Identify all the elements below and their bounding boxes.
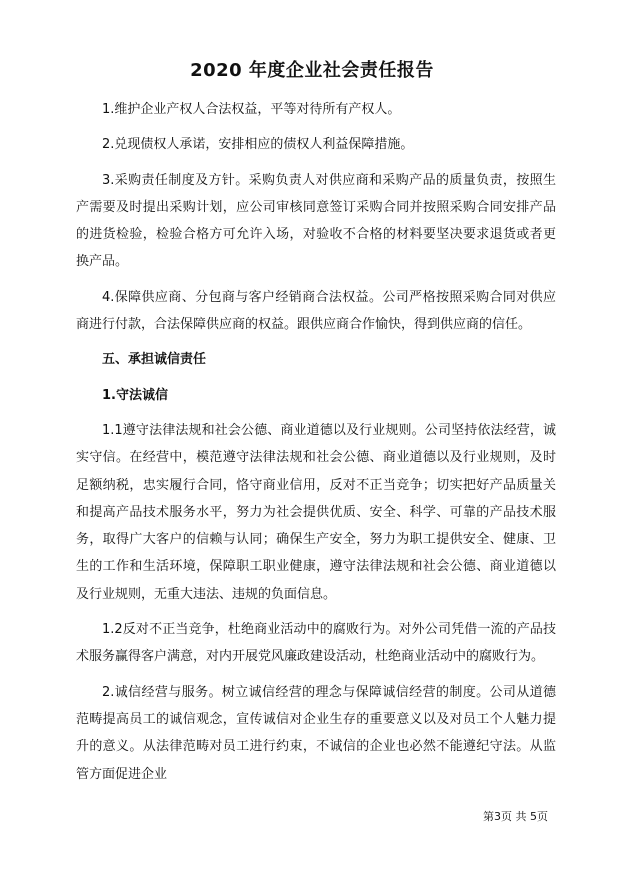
paragraph-6: 1.2反对不正当竞争，杜绝商业活动中的腐败行为。对外公司凭借一流的产品技术服务赢得客户满意，对内开展党风廉政建设活动，杜绝商业活动中的腐败行为。: [76, 622, 556, 665]
paragraph-7: 2.诚信经营与服务。树立诚信经营的理念与保障诚信经营的制度。公司从道德范畴提高员工的诚信观念，宣传诚信对企业生存的重要意义以及对员工个人魅力提升的意义。从法律范畴对员工进行约束，不诚信的企业也必然不能遵纪守法。从监管方面促进企业: [76, 684, 556, 782]
page-number: 第3页 共 5页: [483, 810, 548, 823]
section-heading: 五、承担诚信责任: [102, 352, 207, 368]
paragraph-2: 2.兑现债权人承诺，安排相应的债权人利益保障措施。: [102, 137, 414, 153]
paragraph-4: 4.保障供应商、分包商与客户经销商合法权益。公司严格按照采购合同对供应商进行付款，合法保障供应商的权益。跟供应商合作愉快，得到供应商的信任。: [76, 289, 556, 333]
paragraph-5: 1.1遵守法律法规和社会公德、商业道德以及行业规则。公司坚持依法经营，诚实守信。在经营中，模范遵守法律法规和社会公德、商业道德以及行业规则，及时足额纳税，忠实履行合同，恪守商业信用，反对不正当竞争；切实把好产品质量关和提高产品技术服务水平，努力为社会提供优质、安全、科学、可靠的产品技术服务，取得广大客户的信赖与认同；确保生产安全，努力为职工提供安全、健康、卫生的工作和生活环境，保障职工职业健康，遵守法律法规和社会公德、商业道德以及行业规则，无重大违法、违规的负面信息。: [76, 422, 556, 602]
subsection-heading: 1.守法诚信: [102, 387, 168, 403]
document-title: 2020 年度企业社会责任报告: [190, 60, 434, 81]
paragraph-3: 3.采购责任制度及方针。采购负责人对供应商和采购产品的质量负责，按照生产需要及时提出采购计划，应公司审核同意签订采购合同并按照采购合同安排产品的进货检验，检验合格方可允许入场，对验收不合格的材料要坚决要求退货或者更换产品。: [76, 172, 556, 270]
paragraph-1: 1.维护企业产权人合法权益，平等对待所有产权人。: [102, 102, 401, 117]
document-body: [76, 96, 556, 796]
